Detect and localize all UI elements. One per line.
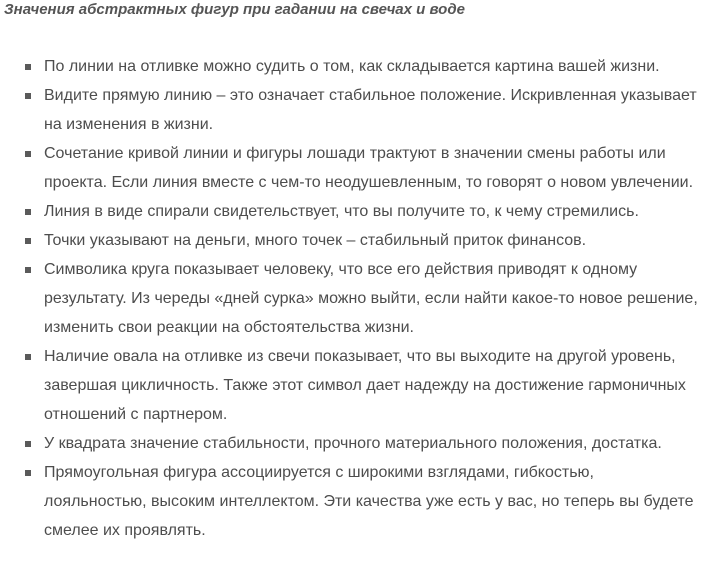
list-item (0, 139, 702, 197)
section-heading: Значения абстрактных фигур при гадании на свечах и воде (4, 1, 465, 18)
list-item (0, 429, 702, 458)
list-item-text: У квадрата значение стабильности, прочного материального положения, достатка. (44, 435, 662, 452)
bullet-icon (25, 209, 31, 215)
list-item-text: Видите прямую линию – это означает стабильное положение. Искривленная указывает на изменения в жизни. (44, 87, 697, 133)
bullet-icon (25, 470, 31, 476)
list-item-text: Прямоугольная фигура ассоциируется с широкими взглядами, гибкостью, лояльностью, высоким интеллектом. Эти качества уже есть у вас, но теперь вы будете смелее их проявлять. (44, 464, 694, 539)
bullet-icon (25, 354, 31, 360)
list-item-text: Линия в виде спирали свидетельствует, что вы получите то, к чему стремились. (44, 203, 639, 220)
list-item (0, 255, 702, 342)
list-item-text: Символика круга показывает человеку, что все его действия приводят к одному результату. Из череды «дней сурка» можно выйти, если найти какое-то новое решение, изменить свои реакции на обстоятельства жизни. (44, 261, 698, 336)
list-item (0, 197, 702, 226)
list-item (0, 52, 702, 81)
list-item (0, 226, 702, 255)
list-item-text: Наличие овала на отливке из свечи показывает, что вы выходите на другой уровень, завершая цикличность. Также этот символ дает надежду на достижение гармоничных отношений с партнером. (44, 348, 686, 423)
list-item (0, 342, 702, 429)
bullet-icon (25, 441, 31, 447)
bullet-icon (25, 238, 31, 244)
meanings-list (0, 52, 702, 545)
bullet-icon (25, 93, 31, 99)
list-item (0, 458, 702, 545)
bullet-icon (25, 64, 31, 70)
list-item (0, 81, 702, 139)
list-item-text: Сочетание кривой линии и фигуры лошади трактуют в значении смены работы или проекта. Если линия вместе с чем-то неодушевленным, то говорят о новом увлечении. (44, 145, 694, 191)
list-item-text: Точки указывают на деньги, много точек – стабильный приток финансов. (44, 232, 587, 249)
list-item-text: По линии на отливке можно судить о том, как складывается картина вашей жизни. (44, 58, 660, 75)
bullet-icon (25, 151, 31, 157)
bullet-icon (25, 267, 31, 273)
